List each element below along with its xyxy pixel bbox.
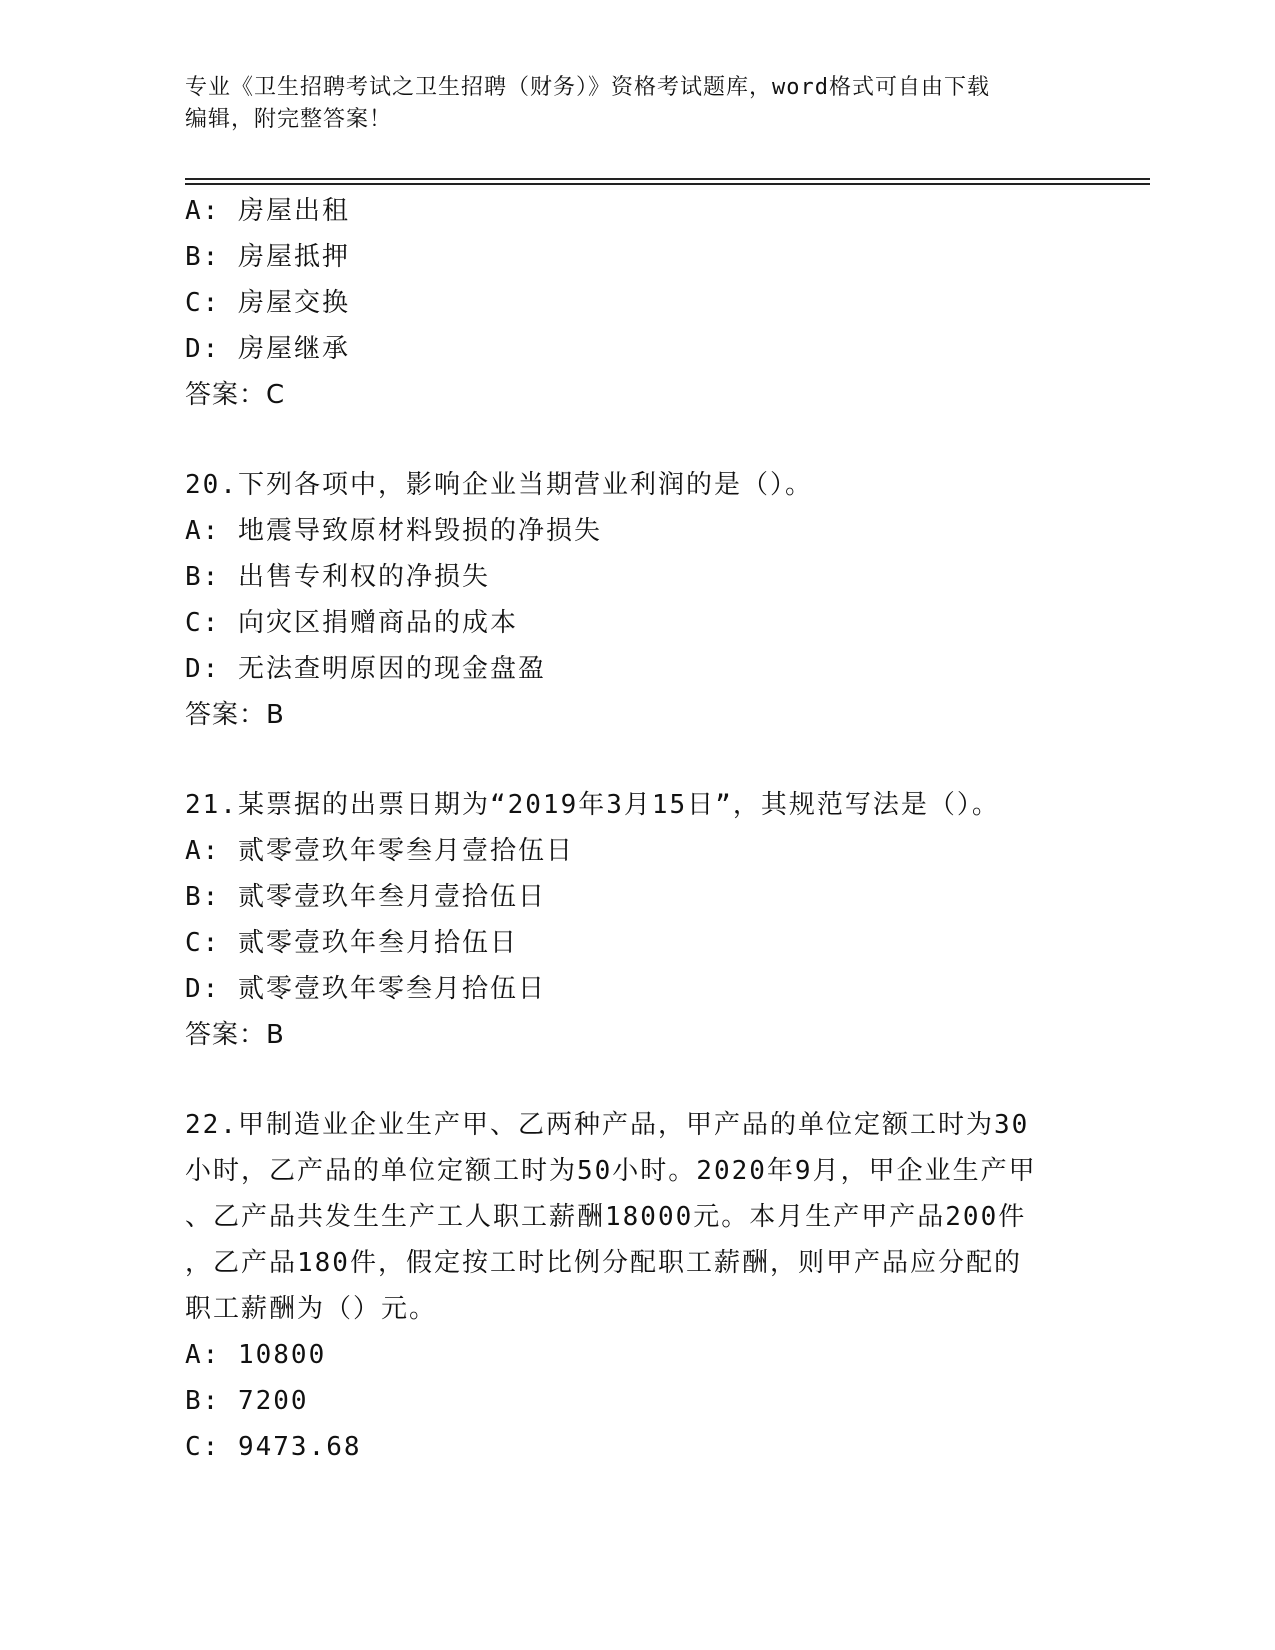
answer-line: 答案：B [185,700,285,730]
option-a: A: 10800 [185,1340,327,1370]
question-list [185,188,1085,1470]
header-line-1: 专业《卫生招聘考试之卫生招聘（财务）》资格考试题库，word格式可自由下载 [185,75,990,100]
option-b: B: 出售专利权的净损失 [185,562,490,592]
option-d: D: 房屋继承 [185,334,350,364]
option-c: C: 贰零壹玖年叁月拾伍日 [185,928,518,958]
option-c: C: 房屋交换 [185,288,350,318]
question-continued [185,188,1085,418]
question-22 [185,1102,1085,1470]
option-a: A: 房屋出租 [185,196,350,226]
question-stem: 21.某票据的出票日期为“2019年3月15日”，其规范写法是（）。 [185,790,1000,820]
question-stem: 20.下列各项中，影响企业当期营业利润的是（）。 [185,470,813,500]
question-stem-line-5: 职工薪酬为（）元。 [185,1294,438,1324]
header-divider-top [185,178,1150,180]
option-d: D: 无法查明原因的现金盘盈 [185,654,546,684]
header-divider-bottom [185,183,1150,185]
option-b: B: 房屋抵押 [185,242,350,272]
question-stem-line-2: 小时，乙产品的单位定额工时为50小时。2020年9月，甲企业生产甲 [185,1156,1037,1186]
document-header [185,72,1065,136]
answer-line: 答案：C [185,380,286,410]
question-21 [185,782,1085,1058]
question-stem-line-1: 22.甲制造业企业生产甲、乙两种产品，甲产品的单位定额工时为30 [185,1110,1030,1140]
answer-line: 答案：B [185,1020,285,1050]
option-b: B: 7200 [185,1386,309,1416]
option-c: C: 9473.68 [185,1432,362,1462]
option-a: A: 地震导致原材料毁损的净损失 [185,516,602,546]
option-d: D: 贰零壹玖年零叁月拾伍日 [185,974,546,1004]
option-c: C: 向灾区捐赠商品的成本 [185,608,518,638]
header-line-2: 编辑，附完整答案！ [185,107,393,132]
option-a: A: 贰零壹玖年零叁月壹拾伍日 [185,836,574,866]
question-stem-line-3: 、乙产品共发生生产工人职工薪酬18000元。本月生产甲产品200件 [185,1202,1027,1232]
question-stem-line-4: ，乙产品180件，假定按工时比例分配职工薪酬，则甲产品应分配的 [185,1248,1022,1278]
option-b: B: 贰零壹玖年叁月壹拾伍日 [185,882,546,912]
question-20 [185,462,1085,738]
